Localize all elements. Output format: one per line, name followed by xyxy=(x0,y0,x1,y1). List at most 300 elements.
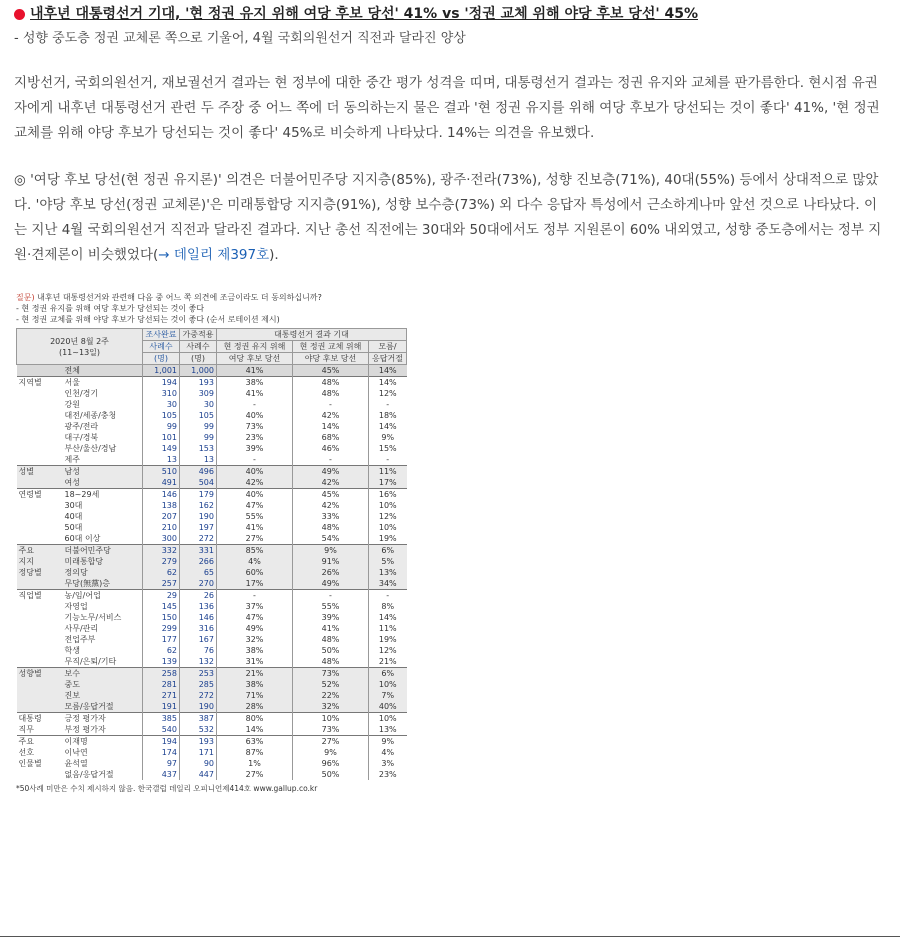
table-row xyxy=(17,567,407,578)
cell-sample-complete: 191 xyxy=(143,701,180,713)
cell-unsure-pct: 12% xyxy=(369,388,407,399)
row-group-label xyxy=(17,511,63,522)
cell-sample-weighted: 197 xyxy=(180,522,217,533)
cell-sample-weighted: 132 xyxy=(180,656,217,668)
red-bullet-icon xyxy=(14,9,25,20)
cell-unsure-pct: - xyxy=(369,399,407,410)
article xyxy=(14,4,884,268)
cell-unsure-pct: 9% xyxy=(369,736,407,748)
row-segment-label: 정의당 xyxy=(63,567,143,578)
cell-ruling-pct: 37% xyxy=(217,601,293,612)
row-segment-label: 미래통합당 xyxy=(63,556,143,567)
row-group-label: 주요 xyxy=(17,545,63,557)
cell-sample-complete: 101 xyxy=(143,432,180,443)
cell-ruling-pct: - xyxy=(217,399,293,410)
table-row xyxy=(17,590,407,602)
row-group-label xyxy=(17,454,63,466)
cell-unsure-pct: 12% xyxy=(369,511,407,522)
table-row xyxy=(17,511,407,522)
table-row xyxy=(17,612,407,623)
cell-sample-complete: 540 xyxy=(143,724,180,736)
row-segment-label: 인천/경기 xyxy=(64,389,99,398)
cell-opposition-pct: 48% xyxy=(293,656,369,668)
cell-sample-weighted: 30 xyxy=(180,399,217,410)
table-row xyxy=(17,724,407,736)
table-row xyxy=(17,466,407,478)
cell-ruling-pct: 31% xyxy=(217,656,293,668)
row-segment-label: 서울 xyxy=(63,377,143,389)
cell-unsure-pct: 14% xyxy=(369,377,407,389)
cell-sample-complete: 13 xyxy=(143,454,180,466)
cell-sample-weighted: 496 xyxy=(180,466,217,478)
cell-unsure-pct: 6% xyxy=(369,668,407,680)
row-segment-label: 강원 xyxy=(64,400,80,409)
row-segment-label: 50대 xyxy=(64,523,83,532)
cell-ruling-pct: 41% xyxy=(217,522,293,533)
cell-opposition-pct: 14% xyxy=(293,421,369,432)
cell-sample-weighted: 309 xyxy=(180,388,217,399)
cell-sample-weighted: 65 xyxy=(180,567,217,578)
cell-sample-complete: 149 xyxy=(143,443,180,454)
cell-ruling-pct: 47% xyxy=(217,612,293,623)
cell-opposition-pct: 9% xyxy=(293,545,369,557)
cell-sample-weighted: 331 xyxy=(180,545,217,557)
cell-opposition-pct: 45% xyxy=(293,489,369,501)
cell-unsure-pct: 11% xyxy=(369,466,407,478)
cell-unsure-pct: 12% xyxy=(369,645,407,656)
table-row xyxy=(17,388,407,399)
cell-unsure-pct: 14% xyxy=(369,365,407,377)
row-group-label xyxy=(17,388,63,399)
cell-ruling-pct: 39% xyxy=(217,443,293,454)
cell-sample-weighted: 532 xyxy=(180,724,217,736)
cell-sample-complete: 62 xyxy=(143,567,180,578)
cell-ruling-pct: 17% xyxy=(217,578,293,590)
cell-ruling-pct: 63% xyxy=(217,736,293,748)
cell-opposition-pct: 48% xyxy=(293,634,369,645)
cell-ruling-pct: 1% xyxy=(217,758,293,769)
table-row xyxy=(17,634,407,645)
cell-opposition-pct: 27% xyxy=(293,736,369,748)
header-ruling-1: 현 정권 유지 위해 xyxy=(217,341,293,353)
cell-sample-complete: 174 xyxy=(143,747,180,758)
cell-sample-weighted: 171 xyxy=(180,747,217,758)
cell-opposition-pct: - xyxy=(293,399,369,410)
cell-unsure-pct: 3% xyxy=(369,758,407,769)
cell-ruling-pct: 38% xyxy=(217,679,293,690)
cell-sample-complete: 30 xyxy=(143,399,180,410)
survey-option-2: - 현 정권 교체를 위해 야당 후보가 당선되는 것이 좋다 (순서 로테이션 제시) xyxy=(16,315,280,324)
cell-sample-weighted: 1,000 xyxy=(180,365,217,377)
cell-unsure-pct: 10% xyxy=(369,522,407,533)
cell-unsure-pct: 18% xyxy=(369,410,407,421)
cell-opposition-pct: 50% xyxy=(293,769,369,780)
survey-table-body xyxy=(17,365,407,781)
cell-ruling-pct: 41% xyxy=(217,365,293,377)
cell-opposition-pct: 10% xyxy=(293,713,369,725)
survey-question xyxy=(16,292,436,303)
row-segment-label: 60대 이상 xyxy=(64,534,101,543)
row-segment-label: 광주/전라 xyxy=(64,422,99,431)
table-row xyxy=(17,623,407,634)
cell-sample-complete: 207 xyxy=(143,511,180,522)
header-opposition-1: 현 정권 교체 위해 xyxy=(293,341,369,353)
row-segment-label: 전체 xyxy=(63,365,143,377)
row-group-label xyxy=(17,477,63,489)
cell-unsure-pct: - xyxy=(369,454,407,466)
table-row xyxy=(17,656,407,668)
cell-sample-weighted: 270 xyxy=(180,578,217,590)
cell-unsure-pct: 21% xyxy=(369,656,407,668)
row-group-label: 인물별 xyxy=(18,759,42,768)
row-group-label xyxy=(17,679,63,690)
header-opposition-2: 야당 후보 당선 xyxy=(293,353,369,365)
cell-sample-weighted: 285 xyxy=(180,679,217,690)
table-row xyxy=(17,533,407,545)
header-sample-complete: 조사완료 xyxy=(143,329,180,341)
cell-sample-complete: 385 xyxy=(143,713,180,725)
row-segment-label: 부산/울산/경남 xyxy=(64,444,117,453)
row-group-label xyxy=(17,612,63,623)
row-group-label xyxy=(17,578,63,590)
header-sample-complete-2: 사례수 xyxy=(143,341,180,353)
cell-opposition-pct: 73% xyxy=(293,724,369,736)
cell-opposition-pct: 42% xyxy=(293,410,369,421)
cell-sample-complete: 105 xyxy=(143,410,180,421)
row-segment-label: 18~29세 xyxy=(63,489,143,501)
cell-ruling-pct: - xyxy=(217,590,293,602)
row-segment-label: 진보 xyxy=(63,690,143,701)
question-text: 내후년 대통령선거와 관련해 다음 중 어느 쪽 의견에 조금이라도 더 동의하십니까? xyxy=(37,293,322,302)
cell-unsure-pct: 34% xyxy=(369,578,407,590)
cell-opposition-pct: 45% xyxy=(293,365,369,377)
cell-unsure-pct: 40% xyxy=(369,701,407,713)
cell-ruling-pct: 47% xyxy=(217,500,293,511)
cell-sample-complete: 150 xyxy=(143,612,180,623)
cell-sample-complete: 310 xyxy=(143,388,180,399)
row-segment-label: 긍정 평가자 xyxy=(63,713,143,725)
cell-sample-complete: 99 xyxy=(143,421,180,432)
row-group-label xyxy=(17,769,63,780)
cell-ruling-pct: 27% xyxy=(217,769,293,780)
cell-unsure-pct: 14% xyxy=(369,612,407,623)
cell-sample-complete: 279 xyxy=(143,556,180,567)
cell-opposition-pct: 39% xyxy=(293,612,369,623)
table-row xyxy=(17,443,407,454)
row-segment-label: 더불어민주당 xyxy=(63,545,143,557)
cell-ruling-pct: 71% xyxy=(217,690,293,701)
table-row xyxy=(17,601,407,612)
row-group-label: 연령별 xyxy=(17,489,63,501)
row-segment-label: 무당(無黨)층 xyxy=(63,578,143,590)
cell-opposition-pct: 73% xyxy=(293,668,369,680)
cell-sample-complete: 257 xyxy=(143,578,180,590)
cell-unsure-pct: 11% xyxy=(369,623,407,634)
row-segment-label: 부정 평가자 xyxy=(64,725,106,734)
row-segment-label: 윤석열 xyxy=(64,759,88,768)
row-group-label xyxy=(17,432,63,443)
cell-sample-weighted: 272 xyxy=(180,690,217,701)
cell-unsure-pct: 10% xyxy=(369,679,407,690)
cell-sample-weighted: 447 xyxy=(180,769,217,780)
daily-report-link[interactable]: → 데일리 제397호 xyxy=(158,247,270,263)
cell-unsure-pct: 4% xyxy=(369,747,407,758)
row-segment-label: 제주 xyxy=(64,455,80,464)
row-group-label: 정당별 xyxy=(17,567,63,578)
header-sample-complete-3: (명) xyxy=(143,353,180,365)
table-row xyxy=(17,747,407,758)
row-group-label xyxy=(17,656,63,668)
cell-unsure-pct: 14% xyxy=(369,421,407,432)
row-segment-label: 이낙연 xyxy=(64,748,88,757)
table-period-header xyxy=(17,329,143,365)
table-row xyxy=(17,556,407,567)
cell-sample-weighted: 193 xyxy=(180,736,217,748)
cell-ruling-pct: 80% xyxy=(217,713,293,725)
cell-ruling-pct: 40% xyxy=(217,489,293,501)
cell-sample-weighted: 13 xyxy=(180,454,217,466)
cell-ruling-pct: 32% xyxy=(217,634,293,645)
row-group-label: 지지 xyxy=(17,556,63,567)
header-sample-weighted-3: (명) xyxy=(180,353,217,365)
row-group-label: 지역별 xyxy=(17,377,63,389)
headline-text: 내후년 대통령선거 기대, '현 정권 유지 위해 여당 후보 당선' 41% vs '정권 교체 위해 야당 후보 당선' 45% xyxy=(30,6,699,22)
cell-sample-weighted: 90 xyxy=(180,758,217,769)
row-group-label xyxy=(17,634,63,645)
cell-sample-complete: 62 xyxy=(143,645,180,656)
row-group-label xyxy=(17,522,63,533)
cell-sample-weighted: 105 xyxy=(180,410,217,421)
cell-sample-weighted: 167 xyxy=(180,634,217,645)
cell-opposition-pct: 54% xyxy=(293,533,369,545)
cell-sample-complete: 510 xyxy=(143,466,180,478)
row-group-label xyxy=(17,690,63,701)
headline xyxy=(14,4,884,24)
table-row xyxy=(17,454,407,466)
cell-ruling-pct: 85% xyxy=(217,545,293,557)
cell-opposition-pct: 91% xyxy=(293,556,369,567)
row-group-label xyxy=(17,623,63,634)
table-row xyxy=(17,477,407,489)
cell-sample-weighted: 266 xyxy=(180,556,217,567)
cell-ruling-pct: 21% xyxy=(217,668,293,680)
row-segment-label: 자영업 xyxy=(64,602,88,611)
cell-opposition-pct: 52% xyxy=(293,679,369,690)
row-group-label xyxy=(17,701,63,713)
row-segment-label: 전업주부 xyxy=(64,635,96,644)
cell-sample-complete: 177 xyxy=(143,634,180,645)
header-unsure-2: 응답거절 xyxy=(369,353,407,365)
cell-opposition-pct: 26% xyxy=(293,567,369,578)
row-segment-label: 40대 xyxy=(64,512,83,521)
cell-opposition-pct: 48% xyxy=(293,377,369,389)
row-group-label xyxy=(17,410,63,421)
cell-unsure-pct: 10% xyxy=(369,713,407,725)
table-row xyxy=(17,365,407,377)
header-sample-weighted-2: 사례수 xyxy=(180,341,217,353)
cell-sample-weighted: 253 xyxy=(180,668,217,680)
table-row xyxy=(17,668,407,680)
table-row xyxy=(17,399,407,410)
table-row xyxy=(17,489,407,501)
cell-sample-complete: 300 xyxy=(143,533,180,545)
cell-ruling-pct: 14% xyxy=(217,724,293,736)
cell-unsure-pct: 6% xyxy=(369,545,407,557)
table-row xyxy=(17,679,407,690)
table-row xyxy=(17,578,407,590)
cell-unsure-pct: 23% xyxy=(369,769,407,780)
cell-opposition-pct: 49% xyxy=(293,578,369,590)
cell-ruling-pct: 49% xyxy=(217,623,293,634)
table-row xyxy=(17,690,407,701)
cell-sample-weighted: 504 xyxy=(180,477,217,489)
cell-sample-weighted: 99 xyxy=(180,432,217,443)
survey-figure xyxy=(16,292,436,794)
cell-sample-complete: 194 xyxy=(143,736,180,748)
cell-opposition-pct: 42% xyxy=(293,477,369,489)
cell-sample-weighted: 387 xyxy=(180,713,217,725)
cell-unsure-pct: 5% xyxy=(369,556,407,567)
cell-ruling-pct: 40% xyxy=(217,466,293,478)
cell-sample-complete: 210 xyxy=(143,522,180,533)
paragraph-2-text: ◎ '여당 후보 당선(현 정권 유지론)' 의견은 더불어민주당 지지층(85%), 광주·전라(73%), 성향 진보층(71%), 40대(55%) 등에서 상대적으로 많았다. '야당 후보 당선(정권 교체론)'은 미래통합당 지지층(91%), 성향 보수층(73%) 외 다수 응답자 특성에서 근소하게나마 앞선 것으로 나타났다. 이는 지난 4월 국회의원선거 직전과 달라진 결과다. 지난 총선 직전에는 30대와 50대에서도 정부 지원론이 60% 내외였고, 성향 중도층에서는 정부 지원·견제론이 비슷했었다( xyxy=(14,172,882,263)
cell-sample-weighted: 316 xyxy=(180,623,217,634)
row-group-label xyxy=(17,365,63,377)
cell-sample-complete: 258 xyxy=(143,668,180,680)
cell-opposition-pct: 48% xyxy=(293,388,369,399)
cell-sample-complete: 299 xyxy=(143,623,180,634)
table-footnote: *50사례 미만은 수치 제시하지 않음. 한국갤럽 데일리 오피니언제414호 www.gallup.co.kr xyxy=(16,784,318,793)
paragraph-2-end: ). xyxy=(269,247,279,263)
cell-sample-weighted: 99 xyxy=(180,421,217,432)
row-group-label: 성별 xyxy=(17,466,63,478)
cell-sample-complete: 271 xyxy=(143,690,180,701)
row-group-label: 직업별 xyxy=(17,590,63,602)
cell-unsure-pct: 16% xyxy=(369,489,407,501)
table-row xyxy=(17,421,407,432)
table-row xyxy=(17,758,407,769)
cell-ruling-pct: 41% xyxy=(217,388,293,399)
cell-sample-weighted: 76 xyxy=(180,645,217,656)
row-group-label: 성향별 xyxy=(17,668,63,680)
cell-unsure-pct: 19% xyxy=(369,533,407,545)
cell-sample-complete: 194 xyxy=(143,377,180,389)
row-segment-label: 없음/응답거절 xyxy=(64,770,114,779)
row-segment-label: 이재명 xyxy=(63,736,143,748)
question-label: 질문) xyxy=(16,293,35,302)
cell-sample-complete: 139 xyxy=(143,656,180,668)
cell-opposition-pct: 96% xyxy=(293,758,369,769)
cell-opposition-pct: 46% xyxy=(293,443,369,454)
row-segment-label: 무직/은퇴/기타 xyxy=(64,657,117,666)
row-group-label xyxy=(17,533,63,545)
cell-opposition-pct: 48% xyxy=(293,522,369,533)
row-segment-label: 사무/관리 xyxy=(64,624,99,633)
cell-opposition-pct: 32% xyxy=(293,701,369,713)
cell-unsure-pct: - xyxy=(369,590,407,602)
cell-sample-weighted: 272 xyxy=(180,533,217,545)
table-row xyxy=(17,645,407,656)
cell-opposition-pct: 49% xyxy=(293,466,369,478)
survey-table xyxy=(16,328,407,780)
row-group-label xyxy=(17,421,63,432)
cell-sample-complete: 145 xyxy=(143,601,180,612)
row-segment-label: 남성 xyxy=(63,466,143,478)
cell-sample-weighted: 179 xyxy=(180,489,217,501)
cell-sample-weighted: 136 xyxy=(180,601,217,612)
cell-sample-complete: 491 xyxy=(143,477,180,489)
subheadline: - 성향 중도층 정권 교체론 쪽으로 기울어, 4월 국회의원선거 직전과 달라진 양상 xyxy=(14,31,466,46)
cell-ruling-pct: 27% xyxy=(217,533,293,545)
cell-sample-complete: 97 xyxy=(143,758,180,769)
cell-opposition-pct: 50% xyxy=(293,645,369,656)
row-segment-label: 30대 xyxy=(64,501,83,510)
cell-unsure-pct: 15% xyxy=(369,443,407,454)
cell-sample-complete: 1,001 xyxy=(143,365,180,377)
cell-ruling-pct: 42% xyxy=(217,477,293,489)
row-group-label: 직무 xyxy=(18,725,34,734)
cell-sample-weighted: 190 xyxy=(180,701,217,713)
cell-unsure-pct: 19% xyxy=(369,634,407,645)
cell-unsure-pct: 17% xyxy=(369,477,407,489)
header-ruling-2: 여당 후보 당선 xyxy=(217,353,293,365)
cell-sample-complete: 281 xyxy=(143,679,180,690)
cell-ruling-pct: - xyxy=(217,454,293,466)
table-row xyxy=(17,769,407,780)
row-segment-label: 여성 xyxy=(63,477,143,489)
header-unsure-1: 모름/ xyxy=(369,341,407,353)
period-line-2: (11~13일) xyxy=(58,347,101,357)
cell-ruling-pct: 38% xyxy=(217,645,293,656)
paragraph-2 xyxy=(14,168,884,268)
cell-sample-weighted: 146 xyxy=(180,612,217,623)
table-row xyxy=(17,410,407,421)
cell-unsure-pct: 13% xyxy=(369,724,407,736)
cell-ruling-pct: 40% xyxy=(217,410,293,421)
cell-ruling-pct: 23% xyxy=(217,432,293,443)
cell-opposition-pct: 9% xyxy=(293,747,369,758)
cell-ruling-pct: 28% xyxy=(217,701,293,713)
cell-ruling-pct: 55% xyxy=(217,511,293,522)
row-segment-label: 보수 xyxy=(63,668,143,680)
row-group-label xyxy=(17,399,63,410)
row-segment-label: 모름/응답거절 xyxy=(63,701,143,713)
cell-sample-complete: 29 xyxy=(143,590,180,602)
row-group-label: 선호 xyxy=(18,748,34,757)
table-row xyxy=(17,522,407,533)
cell-ruling-pct: 4% xyxy=(217,556,293,567)
cell-ruling-pct: 73% xyxy=(217,421,293,432)
cell-sample-weighted: 162 xyxy=(180,500,217,511)
table-row xyxy=(17,377,407,389)
cell-sample-weighted: 153 xyxy=(180,443,217,454)
cell-unsure-pct: 13% xyxy=(369,567,407,578)
cell-sample-complete: 146 xyxy=(143,489,180,501)
row-segment-label: 대구/경북 xyxy=(64,433,99,442)
row-segment-label: 기능노무/서비스 xyxy=(64,613,122,622)
table-row xyxy=(17,736,407,748)
cell-opposition-pct: 41% xyxy=(293,623,369,634)
table-row xyxy=(17,701,407,713)
row-segment-label: 농/임/어업 xyxy=(63,590,143,602)
cell-opposition-pct: 68% xyxy=(293,432,369,443)
row-segment-label: 중도 xyxy=(63,679,143,690)
cell-opposition-pct: - xyxy=(293,454,369,466)
period-line-1: 2020년 8월 2주 xyxy=(50,336,109,346)
cell-opposition-pct: 42% xyxy=(293,500,369,511)
cell-opposition-pct: - xyxy=(293,590,369,602)
cell-unsure-pct: 7% xyxy=(369,690,407,701)
